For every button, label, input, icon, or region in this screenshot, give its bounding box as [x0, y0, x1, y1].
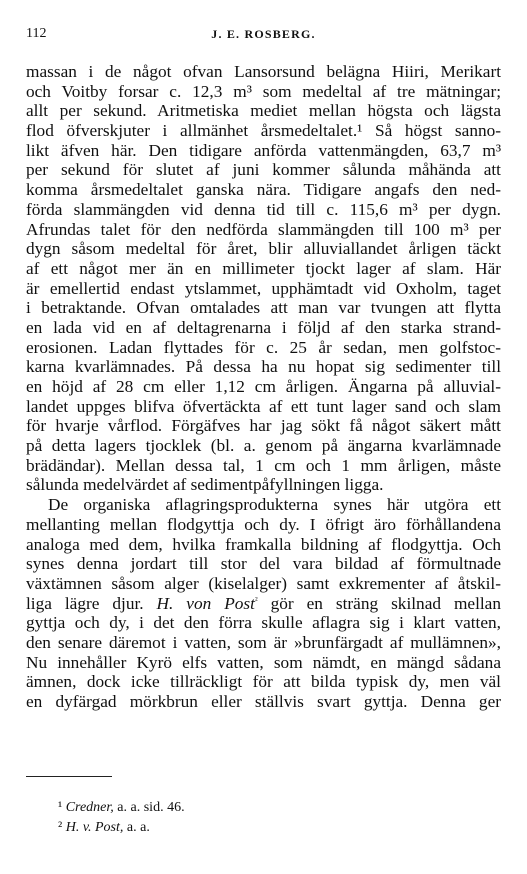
body-text — [26, 62, 501, 712]
text-line: växtämnen såsom alger (kiselalger) samt exkrementer af åtskil- — [26, 573, 501, 593]
footnote-1 — [58, 798, 185, 818]
text-line: per sekund för slutet af juni kommer sålunda måhända att — [26, 160, 501, 180]
footnote-2 — [58, 818, 185, 838]
text-line: sålunda medelvärdet af sedimentpåfyllningen ligga. — [26, 475, 384, 495]
footnote-marker: ² — [58, 820, 63, 835]
text-line: Afrundas talet för den nedförda slammängden till 100 m³ per — [26, 219, 501, 239]
text-line: på detta lagers tjocklek (bl. a. genom på ängarna kvarlämnade — [26, 436, 501, 456]
footnote-reference-marker: ² — [254, 594, 258, 605]
text-line — [26, 594, 501, 614]
text-line: en lada vid en af deltagrenarna i följd af den starka strand- — [26, 317, 501, 337]
text-line: landet uppges blifva öfvertäckta af ett tunt lager sand och slam — [26, 396, 501, 416]
text-line: en dyfärgad mörkbrun eller ställvis svart gyttja. Denna ger — [26, 692, 501, 711]
running-head: J. E. ROSBERG. — [211, 27, 316, 41]
footnote-rule — [26, 776, 112, 777]
paragraph-1 — [26, 62, 501, 495]
text-line: ämnen, dock icke tillräckligt för att bilda typisk dy, men väl — [26, 672, 501, 692]
cited-author: H. von Post — [156, 593, 255, 613]
text-line: och Voitby forsar c. 12,3 m³ som medeltal af tre mätningar; — [26, 81, 501, 101]
text-fragment: liga lägre djur. — [26, 593, 157, 613]
text-line: en höjd af 28 cm eller 1,12 cm årligen. Ängarna på alluvial- — [26, 377, 501, 396]
page-number: 112 — [26, 26, 47, 41]
text-line: mellanting mellan flodgyttja och dy. I öfrigt äro förhållandena — [26, 514, 501, 534]
text-line: gyttja och dy, i det den förra skulle aflagra sig i klart vatten, — [26, 613, 501, 633]
text-line: karna kvarlämnades. På dessa ha nu hopat sig sedimenter till — [26, 357, 501, 377]
text-line: af ett något mer än en millimeter tjockt lager af slam. Här — [26, 258, 501, 278]
footnotes — [58, 798, 185, 838]
text-line: i betraktande. Ofvan omtalades att man var tvungen att flytta — [26, 298, 501, 318]
footnote-author: H. v. Post, — [65, 820, 124, 835]
text-line: dygn såsom medeltal för året, blir alluviallandet årligen täckt — [26, 239, 501, 259]
footnote-reference: a. a. — [123, 820, 150, 835]
page-header — [0, 26, 527, 46]
text-line: allt per sekund. Aritmetiska mediet mellan högsta och lägsta — [26, 101, 501, 121]
text-line: massan i de något ofvan Lansorsund belägna Hiiri, Merikart — [26, 62, 501, 81]
footnote-author: Credner, — [65, 800, 114, 815]
text-line: likt äfven här. Den tidigare anförda vattenmängden, 63,7 m³ — [26, 140, 501, 160]
text-fragment: gör en sträng skilnad mellan — [257, 593, 501, 613]
text-line: flod öfverskjuter i allmänhet årsmedeltalet.¹ Så högst sanno- — [26, 121, 501, 141]
text-line: analoga med dem, hvilka framkalla bildning af flodgyttja. Och — [26, 534, 501, 554]
footnote-marker: ¹ — [58, 800, 63, 815]
text-line: är emellertid endast ytslammet, upphämtadt vid Oxholm, taget — [26, 278, 501, 298]
text-line: synes denna jordart till stor del vara bildad af förmultnade — [26, 554, 501, 574]
footnote-reference: a. a. sid. 46. — [113, 800, 185, 815]
text-line: den senare däremot i vatten, som är »brunfärgadt af mullämnen», — [26, 632, 501, 652]
text-line: brädändar). Mellan dessa tal, 1 cm och 1 mm årligen, måste — [26, 455, 501, 475]
text-line: De organiska aflagringsprodukterna synes här utgöra ett — [48, 495, 501, 515]
text-line: för hvarje vårflod. Förgäfves har jag sökt få något säkert mått — [26, 416, 501, 436]
paragraph-2 — [26, 495, 501, 712]
text-line: komma årsmedeltalet ganska nära. Tidigare angafs den ned- — [26, 180, 501, 200]
text-line: förda slammängden vid denna tid till c. 115,6 m³ per dygn. — [26, 199, 501, 219]
text-line: Nu innehåller Kyrö elfs vatten, som nämdt, en mängd sådana — [26, 652, 501, 672]
text-line: erosionen. Ladan flyttades för c. 25 år sedan, men golfstoc- — [26, 337, 501, 357]
